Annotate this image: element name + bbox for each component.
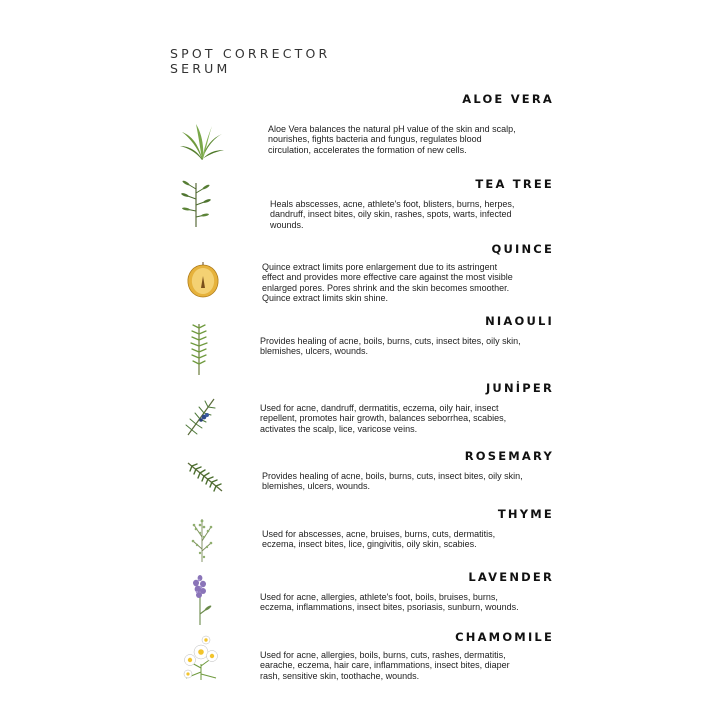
ingredient-description (262, 471, 562, 492)
ingredient-name: QUINCE (491, 242, 554, 256)
chamomile-icon (180, 634, 222, 682)
ingredient-name: CHAMOMILE (455, 630, 554, 644)
ingredient-name: JUNİPER (485, 381, 554, 395)
ingredient-name: THYME (497, 507, 554, 521)
ingredient-aloe-vera (0, 92, 720, 155)
thyme-icon (186, 517, 218, 563)
description-line: eczema, insect bites, lice, gingivitis, oily skin, scabies. (262, 539, 477, 550)
ingredient-description (268, 124, 548, 155)
ingredient-description (262, 529, 562, 550)
ingredient-chamomile (0, 630, 720, 681)
description-line: enlarged pores. Pores shrink and the skin becomes smoother. (262, 282, 510, 293)
ingredient-description (260, 403, 560, 434)
description-line: nourishes, fights bacteria and fungus, regulates blood (268, 134, 482, 145)
title-line: SPOT CORRECTOR (170, 46, 331, 61)
ingredient-rosemary (0, 449, 720, 492)
ingredient-quince (0, 242, 720, 303)
description-line: Provides healing of acne, boils, burns, cuts, insect bites, oily skin, (262, 471, 523, 481)
description-line: blemishes, ulcers, wounds. (262, 481, 371, 492)
aloe-vera-icon (180, 122, 224, 162)
ingredient-niaouli (0, 314, 720, 357)
ingredient-name: ROSEMARY (464, 449, 554, 463)
description-line: repellent, promotes hair growth, balances seborrhea, scabies, (260, 413, 507, 424)
description-line: Quince extract limits pore enlargement due to its astringent (262, 262, 498, 272)
description-line: earache, eczema, hair care, inflammations, insect bites, diaper (260, 660, 510, 671)
description-line: Quince extract limits skin shine. (262, 292, 389, 303)
ingredient-juniper (0, 381, 720, 434)
description-line: Aloe Vera balances the natural pH value of the skin and scalp, (268, 124, 516, 134)
ingredient-name: TEA TREE (475, 177, 554, 191)
rosemary-icon (186, 459, 226, 495)
lavender-icon (186, 574, 214, 626)
description-line: effect and provides more effective care against the most visible (262, 272, 513, 283)
ingredient-name: LAVENDER (468, 570, 554, 584)
tea-tree-icon (180, 179, 212, 229)
ingredient-name: NIAOULI (485, 314, 554, 328)
description-line: blemishes, ulcers, wounds. (260, 346, 369, 357)
description-line: Provides healing of acne, boils, burns, cuts, insect bites, oily skin, (260, 336, 521, 346)
niaouli-icon (188, 322, 210, 376)
ingredient-description (270, 199, 550, 230)
description-line: Used for abscesses, acne, bruises, burns, cuts, dermatitis, (262, 529, 496, 539)
ingredient-description (260, 650, 560, 681)
quince-icon (186, 262, 220, 298)
description-line: Used for acne, dandruff, dermatitis, eczema, oily hair, insect (260, 403, 499, 413)
description-line: Used for acne, allergies, athlete's foot, boils, bruises, burns, (260, 592, 498, 602)
ingredient-tea-tree (0, 177, 720, 230)
ingredient-description (262, 262, 562, 303)
ingredient-description (260, 336, 560, 357)
description-line: rash, sensitive skin, toothache, wounds. (260, 670, 420, 681)
description-line: dandruff, insect bites, oily skin, rashes, spots, warts, infected (270, 209, 512, 220)
title-line: SERUM (170, 61, 231, 76)
ingredient-lavender (0, 570, 720, 613)
description-line: wounds. (270, 219, 304, 230)
description-line: circulation, accelerates the formation of new cells. (268, 144, 467, 155)
page-title (170, 46, 330, 76)
ingredient-thyme (0, 507, 720, 550)
description-line: eczema, inflammations, insect bites, psoriasis, sunburn, wounds. (260, 602, 519, 613)
ingredient-name: ALOE VERA (462, 92, 554, 106)
juniper-icon (184, 395, 220, 437)
ingredient-description (260, 592, 560, 613)
description-line: activates the scalp, lice, varicose veins. (260, 423, 418, 434)
description-line: Used for acne, allergies, boils, burns, cuts, rashes, dermatitis, (260, 650, 506, 660)
description-line: Heals abscesses, acne, athlete's foot, blisters, burns, herpes, (270, 199, 515, 209)
